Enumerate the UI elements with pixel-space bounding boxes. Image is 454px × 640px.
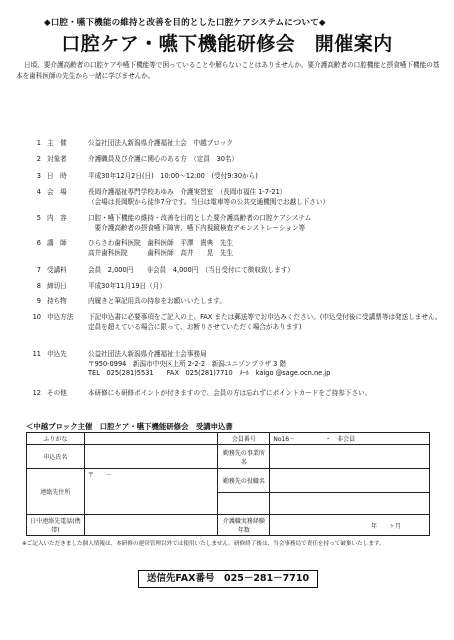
workplace-name-field[interactable] — [270, 445, 430, 469]
daytime-phone-label: 日中連絡先電話(携帯) — [27, 515, 85, 536]
item-text: 高井歯科医院 歯科医師 高井 晃 先生 — [88, 248, 234, 257]
experience-field[interactable]: 年 ヶ月 — [270, 515, 430, 536]
item-number: 9 — [36, 297, 41, 305]
item-text: 介護職員及び介護に関心のある方 （定員 30名） — [88, 155, 239, 163]
item-label: 申込先 — [47, 350, 67, 358]
item-text: 〒950-0994 新潟市中央区上所 2-2-2 新潟ユニゾンプラザ 3 階 — [88, 359, 287, 368]
member-no-field[interactable]: No16－ ・ 非会員 — [270, 433, 430, 445]
daytime-phone-field[interactable] — [84, 515, 218, 536]
item-number: 10 — [32, 313, 41, 321]
postal-mark: 〒 － — [87, 472, 112, 479]
item-text: 長岡介護福祉専門学校あゆみ 介護実習室 （長岡市福住 1-7-21） — [88, 188, 287, 196]
item-text: 平成30年11月19日（月） — [88, 282, 166, 290]
item-label: 会 場 — [47, 188, 67, 196]
furigana-field[interactable] — [84, 433, 218, 445]
item-label: 持ち物 — [47, 297, 67, 305]
page-title: 口腔ケア・嚥下機能研修会 開催案内 — [61, 33, 393, 55]
fax-number-box: 送信先FAX番号 025－281－7710 — [138, 570, 318, 588]
member-no-label: 会員番号 — [218, 433, 270, 445]
item-label: 受講料 — [47, 266, 67, 274]
position-label: 勤務先の役職名 — [218, 469, 270, 493]
item-number: 3 — [36, 172, 41, 180]
item-number: 4 — [36, 188, 41, 196]
item-label: 申込方法 — [47, 313, 74, 321]
address-extra-field[interactable] — [270, 493, 430, 515]
item-label: 主 催 — [47, 139, 67, 147]
header-subtitle: ◆口腔・嚥下機能の維持と改善を目的とした口腔ケアシステムについて◆ — [44, 18, 326, 28]
item-text: 公益社団法人新潟県介護福祉士会 中越ブロック — [88, 139, 233, 147]
workplace-name-label: 勤務先の事業所名 — [218, 445, 270, 469]
applicant-name-field[interactable] — [84, 445, 218, 469]
item-label: 講 師 — [47, 239, 67, 247]
item-number: 7 — [36, 266, 41, 274]
item-number: 5 — [36, 214, 41, 222]
item-text: TEL 025(281)5531 FAX 025(281)7710 ﾒｰﾙ kaigo @sage.ocn.ne.jp — [88, 369, 331, 378]
position-field-extra[interactable] — [218, 493, 270, 515]
item-label: その他 — [47, 389, 67, 397]
item-text: 要介護高齢者の摂食嚥下障害、嚥下内視鏡検査デモンストレーション等 — [88, 223, 306, 232]
item-text: （会場は長岡駅から徒歩7分です。当日は電車等の公共交通機関でお越し下さい） — [88, 197, 330, 206]
item-text: ひらさわ歯科医院 歯科医師 平澤 貴典 先生 — [88, 239, 234, 247]
item-text: 平成30年12月2日(日) 10:00～12:00 (受付9:30から) — [88, 172, 258, 180]
furigana-label: ふりがな — [27, 433, 85, 445]
item-text: 本研修にも研修ポイントが付きますので、会員の方は忘れずにポイントカードをご持参下さい。 — [88, 389, 372, 397]
item-text: 内履きと筆記用具の持参をお願いいたします。 — [88, 297, 226, 305]
position-field[interactable] — [270, 469, 430, 493]
item-label: 日 時 — [47, 172, 67, 180]
applicant-name-label: 申込氏名 — [27, 445, 85, 469]
application-form-heading: ＜中越ブロック主催 口腔ケア・嚥下機能研修会 受講申込書 — [26, 422, 233, 431]
item-text: 公益社団法人新潟県介護福祉士会事務局 — [88, 350, 207, 358]
item-label: 締切日 — [47, 282, 67, 290]
item-text: 下記申込書に必要事項をご記入の上、FAX または郵送等でお申込みください。(申込受付後に受講票等は発送しません。定員を超えている場合に限って、お断りさせていただく場合があります) — [88, 313, 442, 331]
item-label: 対象者 — [47, 155, 67, 163]
experience-label: 介護職実務経験年数 — [218, 515, 270, 536]
application-form — [26, 432, 430, 536]
item-number: 6 — [36, 239, 41, 247]
item-text: 口腔・嚥下機能の維持・改善を目的とした要介護高齢者の口腔ケアシステム — [88, 214, 312, 222]
contact-address-field[interactable] — [84, 469, 218, 515]
privacy-note: ※ご記入いただきました個人情報は、本研修の運営管理以外では使用いたしません。研修終了後は、当会事務局で責任を持って破棄いたします。 — [22, 541, 385, 547]
item-number: 11 — [32, 350, 41, 358]
item-number: 8 — [36, 282, 41, 290]
item-text: 会員 2,000円 非会員 4,000円 （当日受付にて徴収致します） — [88, 266, 294, 274]
item-number: 2 — [36, 155, 41, 163]
intro-text: 日頃、要介護高齢者の口腔ケアや嚥下機能等で困っていることや解らないことはありませんか。要介護高齢者の口腔機能と摂食嚥下機能の基本を歯科医師の先生から一緒に学びませんか。 — [16, 61, 440, 80]
contact-address-label: 連絡先住所 — [27, 469, 85, 515]
item-number: 1 — [36, 139, 41, 147]
item-label: 内 容 — [47, 214, 67, 222]
item-number: 12 — [32, 389, 41, 397]
